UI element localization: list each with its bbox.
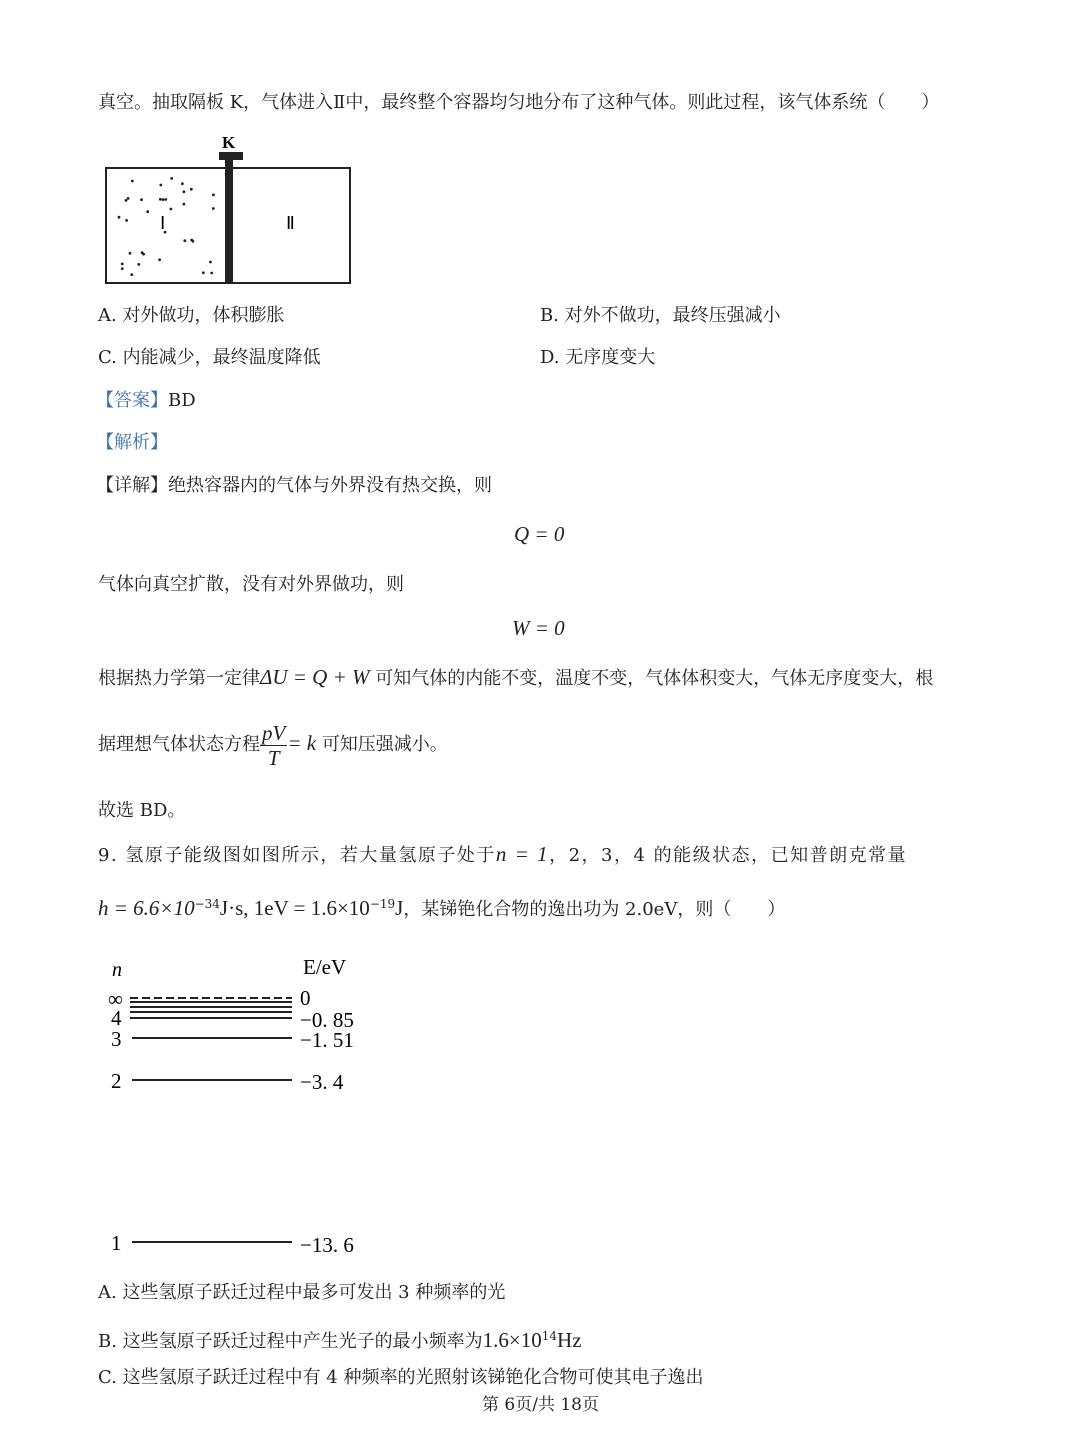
gas-molecule-dot — [127, 197, 130, 200]
gas-molecule-dot — [158, 258, 161, 261]
gas-molecule-dot — [159, 198, 162, 201]
gas-molecule-dot — [125, 199, 128, 202]
option-d: D. 无序度变大 — [540, 347, 656, 368]
gas-molecule-dot — [183, 203, 186, 206]
text: 可知压强减小。 — [321, 734, 448, 755]
ev-conversion: J·s, 1eV = 1.6×10 — [219, 896, 370, 920]
level-energy-label: 0 — [300, 986, 311, 1010]
gas-molecule-dot — [125, 219, 128, 222]
gas-molecule-dot — [118, 216, 121, 219]
gas-molecule-dot — [190, 239, 193, 242]
region-1-label: Ⅰ — [160, 213, 166, 233]
container-diagram — [100, 130, 360, 290]
gas-molecule-dot — [209, 261, 212, 264]
analysis-label: 【解析】 — [96, 432, 168, 453]
level-n-label: 3 — [111, 1027, 122, 1051]
detail-text-1: 绝热容器内的气体与外界没有热交换，则 — [168, 475, 492, 496]
gas-molecule-dot — [183, 190, 186, 193]
gas-molecule-dot — [121, 263, 124, 266]
fraction-rhs: = k — [287, 731, 317, 755]
numerator: pV — [262, 720, 286, 745]
q9-option-b — [98, 1324, 582, 1354]
partition-k — [225, 152, 233, 283]
option-a: A. 对外做功，体积膨胀 — [98, 305, 285, 326]
gas-molecule-dot — [129, 252, 132, 255]
conclusion: 故选 BD。 — [98, 800, 186, 821]
q9-option-a: A. 这些氢原子跃迁过程中最多可发出 3 种频率的光 — [98, 1282, 506, 1303]
text: ，某锑铯化合物的逸出功为 2.0eV，则（ ） — [403, 899, 786, 920]
exponent: −34 — [194, 897, 220, 911]
unit: Hz — [557, 1328, 582, 1352]
gas-molecule-dot — [181, 182, 184, 185]
gas-molecule-dot — [159, 184, 162, 187]
gas-molecule-dot — [210, 272, 213, 275]
q9-option-c: C. 这些氢原子跃迁过程中有 4 种频率的光照射该锑铯化合物可使其电子逸出 — [98, 1367, 704, 1388]
gas-molecule-dot — [212, 207, 215, 210]
level-n-label: 2 — [111, 1069, 122, 1093]
detail-line-1 — [96, 474, 492, 498]
text: 据理想气体状态方程 — [98, 734, 260, 755]
gas-molecule-dot — [162, 198, 165, 201]
gas-molecule-dot — [130, 273, 133, 276]
gas-molecule-dot — [140, 198, 143, 201]
answer-line — [96, 389, 196, 413]
text: ，2，3，4 的能级状态，已知普朗克常量 — [549, 845, 908, 866]
exponent: −19 — [369, 897, 396, 911]
gas-molecules — [118, 177, 215, 276]
region-2-label: Ⅱ — [286, 213, 295, 233]
level-n-label: 1 — [111, 1231, 122, 1255]
equation-w: W = 0 — [512, 616, 565, 640]
text: 9. 氢原子能级图如图所示，若大量氢原子处于 — [98, 845, 496, 866]
gas-molecule-dot — [121, 267, 124, 270]
page-footer: 第 6页/共 18页 — [482, 1395, 599, 1415]
exponent: 14 — [541, 1329, 558, 1343]
gas-molecule-dot — [183, 239, 186, 242]
frequency-value: 1.6×10 — [482, 1328, 542, 1352]
energy-axis-label: E/eV — [303, 955, 347, 979]
text: 可知气体的内能不变，温度不变，气体体积变大，气体无序度变大，根 — [375, 668, 934, 689]
text: B. 这些氢原子跃迁过程中产生光子的最小频率为 — [98, 1331, 483, 1352]
question-intro: 真空。抽取隔板 K，气体进入Ⅱ中，最终整个容器均匀地分布了这种气体。则此过程，该气体系统（ ） — [98, 92, 940, 113]
planck-constant: h = 6.6×10 — [98, 896, 195, 920]
answer-label: 【答案】 — [96, 390, 168, 411]
n-axis-label: n — [112, 959, 122, 981]
denominator: T — [267, 745, 280, 770]
text: 根据热力学第一定律 — [98, 668, 260, 689]
level-n-label: 4 — [111, 1006, 122, 1030]
q9-line-2 — [98, 892, 785, 922]
level-n-label: ∞ — [108, 987, 123, 1011]
energy-level-diagram — [100, 950, 380, 1260]
first-law-equation: ΔU = Q + W — [260, 665, 370, 689]
option-c: C. 内能减少，最终温度降低 — [98, 347, 321, 368]
detail-line-2: 气体向真空扩散，没有对外界做功，则 — [98, 574, 404, 595]
gas-molecule-dot — [141, 251, 144, 254]
level-energy-label: −3. 4 — [300, 1070, 344, 1094]
gas-molecule-dot — [170, 177, 173, 180]
gas-molecule-dot — [131, 180, 134, 183]
answer-value: BD — [168, 390, 196, 411]
detail-label: 【详解】 — [96, 475, 168, 496]
gas-molecule-dot — [146, 210, 149, 213]
option-b: B. 对外不做功，最终压强减小 — [540, 305, 781, 326]
partition-label: K — [222, 133, 236, 152]
q9-line-1 — [98, 842, 907, 868]
level-energy-label: −1. 51 — [300, 1028, 354, 1052]
gas-molecule-dot — [170, 208, 173, 211]
gas-molecule-dot — [202, 271, 205, 274]
equation-q: Q = 0 — [514, 522, 565, 546]
detail-line-4 — [98, 718, 448, 770]
n-equation: n = 1 — [495, 842, 550, 866]
unit: J — [395, 896, 404, 920]
gas-molecule-dot — [137, 263, 140, 266]
detail-line-3 — [98, 665, 933, 691]
level-energy-label: −0. 85 — [300, 1008, 354, 1032]
gas-molecule-dot — [164, 198, 167, 201]
ideal-gas-fraction — [260, 721, 287, 770]
gas-molecule-dot — [190, 188, 193, 191]
level-energy-label: −13. 6 — [300, 1233, 354, 1257]
gas-molecule-dot — [212, 194, 215, 197]
